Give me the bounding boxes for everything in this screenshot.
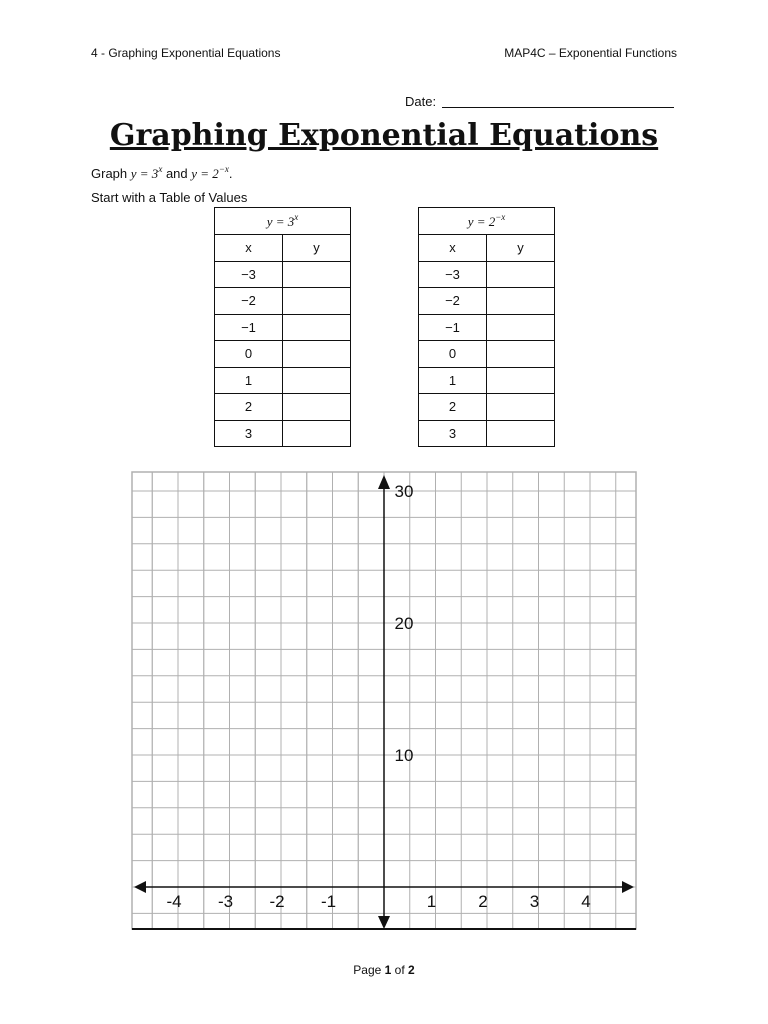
and-word: and [165, 166, 188, 181]
y-tick-label: 20 [394, 614, 414, 633]
instruction-start: Start with a Table of Values [91, 190, 248, 205]
y-axis-arrow-down [378, 916, 390, 929]
x-cell: −3 [419, 261, 487, 288]
graph-prefix: Graph [91, 166, 128, 181]
x-cell: 1 [419, 367, 487, 394]
x-cell: −1 [215, 314, 283, 341]
x-tick-label: 4 [581, 892, 591, 911]
x-cell: 2 [419, 394, 487, 421]
x-cell: −1 [419, 314, 487, 341]
page-footer: Page 1 of 2 [353, 963, 415, 977]
date-label: Date: [405, 94, 437, 109]
y-tick-label: 30 [394, 482, 414, 501]
x-cell: 0 [419, 341, 487, 368]
equation-1: $y = 3^x$ [130, 164, 163, 181]
y-tick-label: 10 [394, 746, 414, 765]
col-header-y: y [487, 235, 555, 262]
header-left: 4 - Graphing Exponential Equations [91, 46, 281, 60]
page-title: Graphing Exponential Equations [109, 118, 659, 153]
equation-2: $y = 2^{-x}$ [191, 164, 229, 181]
x-cell: −2 [215, 288, 283, 315]
x-cell: 1 [215, 367, 283, 394]
x-tick-label: -4 [166, 892, 182, 911]
x-cell: 2 [215, 394, 283, 421]
header-right: MAP4C – Exponential Functions [504, 46, 677, 60]
x-tick-label: -3 [217, 892, 234, 911]
x-cell: −3 [215, 261, 283, 288]
x-cell: −2 [419, 288, 487, 315]
x-tick-label: 1 [426, 892, 437, 911]
y-axis-arrow-up [378, 475, 390, 489]
period: . [228, 166, 233, 181]
x-tick-label: -1 [320, 892, 337, 911]
x-cell: 3 [419, 420, 487, 447]
col-header-x: x [215, 235, 283, 262]
x-tick-label: -2 [269, 892, 285, 911]
x-cell: 0 [215, 341, 283, 368]
col-header-y: y [283, 235, 351, 262]
x-tick-label: 3 [529, 892, 540, 911]
x-cell: 3 [215, 420, 283, 447]
table-heading: $y = 3^x$ [215, 208, 351, 235]
table-heading: $y = 2^{-x}$ [419, 208, 555, 235]
x-tick-label: 2 [478, 892, 488, 911]
x-axis-arrow-left [134, 881, 146, 893]
col-header-x: x [419, 235, 487, 262]
x-axis-arrow-right [622, 881, 634, 893]
